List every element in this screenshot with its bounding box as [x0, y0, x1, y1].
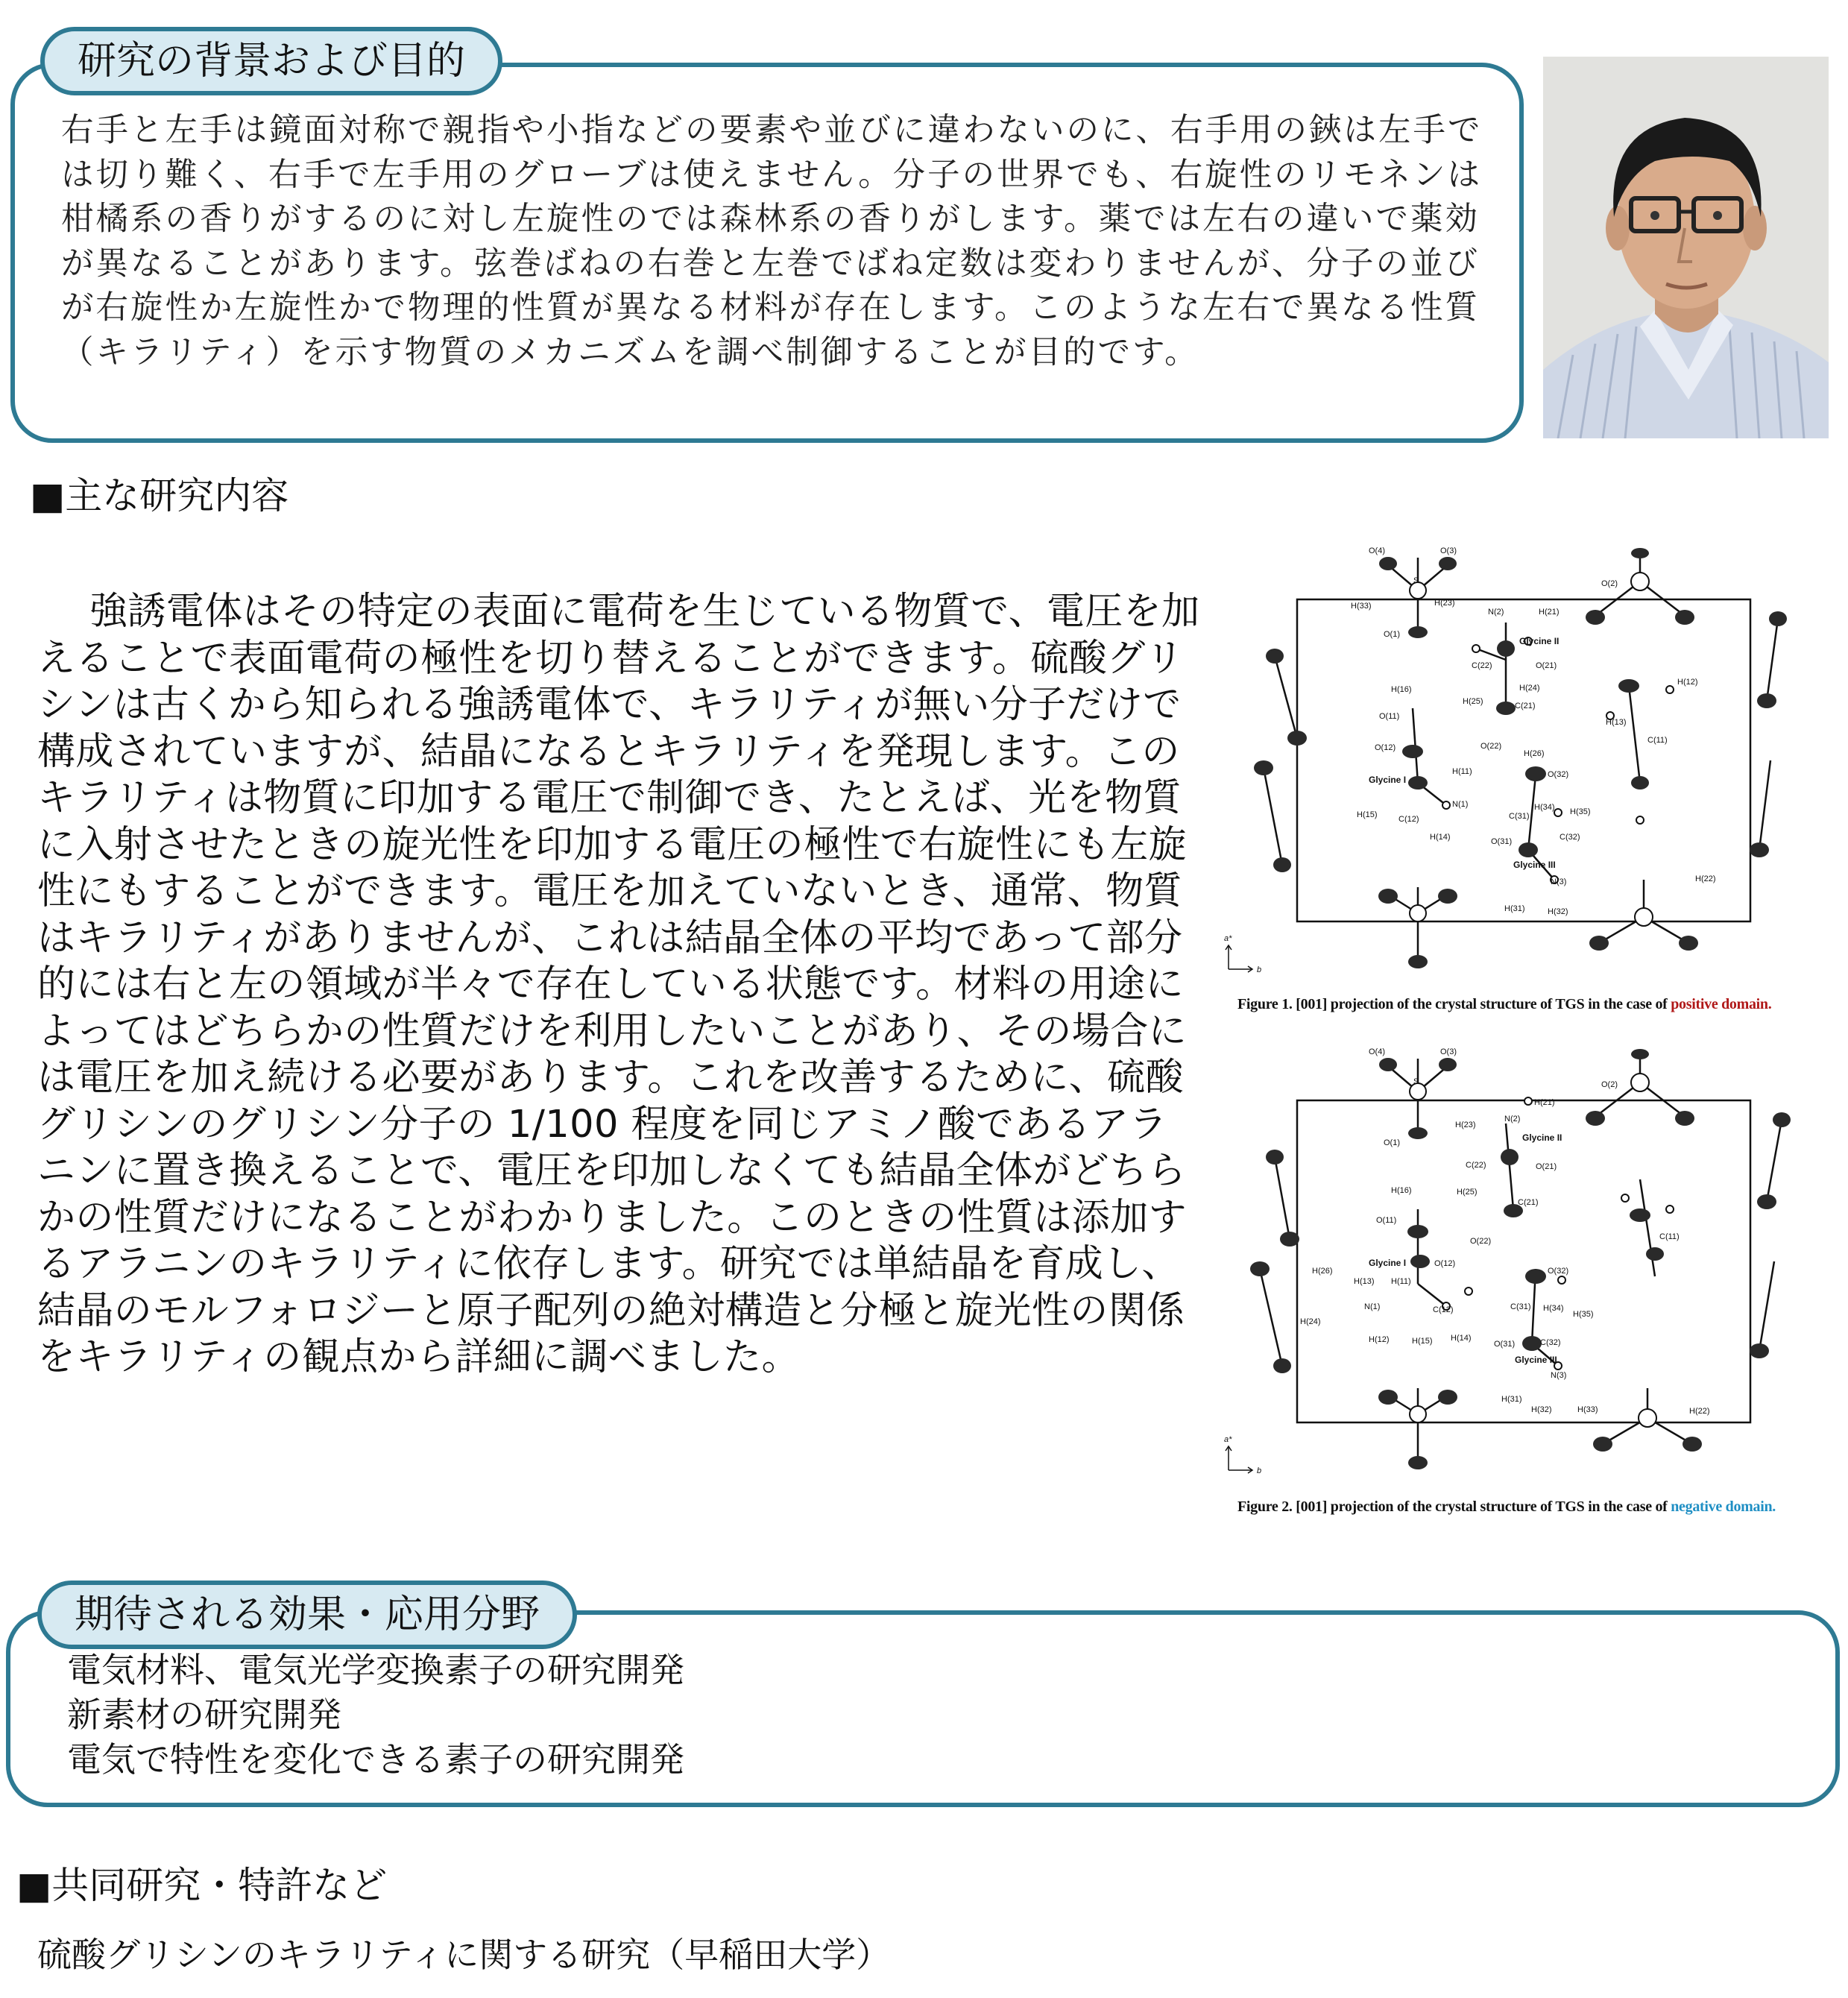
- fig2-label-n3: N(3): [1551, 1371, 1567, 1380]
- fig1-label-h11: H(11): [1452, 767, 1472, 776]
- fig2-label-n1: N(1): [1364, 1302, 1381, 1311]
- fig2-label-h11: H(11): [1391, 1277, 1411, 1286]
- crystal-structure-figure-2: [1223, 1038, 1834, 1515]
- figure-2-caption-highlight: negative domain.: [1671, 1498, 1776, 1515]
- fig2-axis-a: a*: [1224, 1435, 1232, 1444]
- fig2-label-c21: C(21): [1518, 1198, 1539, 1207]
- researcher-photo: [1543, 57, 1829, 438]
- fig1-label-o4: O(4): [1369, 546, 1385, 555]
- fig2-label-h12: H(12): [1369, 1335, 1390, 1344]
- fig1-label-n1: N(1): [1452, 800, 1469, 809]
- fig2-label-h33: H(33): [1577, 1405, 1598, 1414]
- fig2-label-h35: H(35): [1573, 1310, 1594, 1319]
- figure-1-caption: [1237, 996, 1771, 1013]
- fig1-label-o12: O(12): [1375, 743, 1396, 752]
- fig2-label-o1: O(1): [1384, 1138, 1400, 1147]
- fig1-label-o3: O(3): [1440, 546, 1457, 555]
- fig1-label-h34: H(34): [1534, 803, 1555, 812]
- fig1-label-o32: O(32): [1548, 770, 1569, 779]
- fig2-label-n2: N(2): [1504, 1115, 1521, 1124]
- fig1-axis-a: a*: [1224, 934, 1232, 943]
- fig2-label-o4: O(4): [1369, 1047, 1385, 1056]
- joint-research-text: 硫酸グリシンのキラリティに関する研究（早稲田大学）: [37, 1935, 891, 1975]
- fig1-label-h13: H(13): [1606, 718, 1627, 727]
- main-research-paragraph: 強誘電体はその特定の表面に電荷を生じている物質で、電圧を加えることで表面電荷の極性を切り替えることができます。硫酸グリシンは古くから知られる強誘電体で、キラリティが無い分子だけで構成されていますが、結晶になるとキラリティを発現します。このキラリティは物質に印加する電圧で制御でき、たとえば、光を物質に入射させたときの旋光性を印加する電圧の極性で右旋性にも左旋性にもすることができます。電圧を加えていないとき、通常、物質はキラリティがありませんが、これは結晶全体の平均であって部分的には右と左の領域が半々で存在している状態です。材料の用途によってはどちらかの性質だけを利用したいことがあり、その場合には電圧を加え続ける必要があります。これを改善するために、硫酸グリシンのグリシン分子の 1/100 程度を同じアミノ酸であるアラニンに置き換えることで、電圧を印加しなくても結晶全体がどちらかの性質だけになることがわかりました。このときの性質は添加するアラニンのキラリティに依存します。研究では単結晶を育成し、結晶のモルフォロジーと原子配列の絶対構造と分極と旋光性の関係をキラリティの観点から詳細に調べました。: [37, 590, 1200, 1379]
- fig2-label-o31: O(31): [1494, 1340, 1516, 1349]
- effects-item: 電気で特性を変化できる素子の研究開発: [67, 1739, 684, 1780]
- fig2-label-h13: H(13): [1354, 1277, 1375, 1286]
- fig2-label-h23: H(23): [1455, 1121, 1476, 1129]
- fig2-label-h32: H(32): [1531, 1405, 1552, 1414]
- background-text: 右手と左手は鏡面対称で親指や小指などの要素や並びに違わないのに、右手用の鋏は左手では切り難く、右手で左手用のグローブは使えません。分子の世界でも、右旋性のリモネンは柑橘系の香りがするのに対し左旋性のでは森林系の香りがします。薬では左右の違いで薬効が異なることがあります。弦巻ばねの右巻と左巻でばね定数は変わりませんが、分子の並びが右旋性か左旋性かで物理的性質が異なる材料が存在します。このような左右で異なる性質（キラリティ）を示す物質のメカニズムを調べ制御することが目的です。: [61, 112, 1483, 371]
- fig1-label-o31: O(31): [1491, 837, 1513, 846]
- fig1-label-o22: O(22): [1480, 742, 1502, 751]
- effects-tab: 期待される効果・応用分野: [37, 1581, 577, 1649]
- fig2-label-c22: C(22): [1466, 1161, 1486, 1170]
- fig1-label-h24: H(24): [1519, 684, 1540, 693]
- fig2-label-c31: C(31): [1510, 1302, 1531, 1311]
- fig2-label-o12: O(12): [1434, 1259, 1456, 1268]
- fig1-label-h16: H(16): [1391, 685, 1412, 694]
- fig1-label-h35: H(35): [1570, 807, 1591, 816]
- effects-item: 電気材料、電気光学変換素子の研究開発: [67, 1650, 684, 1690]
- fig1-label-h25: H(25): [1463, 697, 1483, 706]
- fig2-label-h21: H(21): [1534, 1098, 1555, 1107]
- fig1-label-h22: H(22): [1695, 874, 1716, 883]
- effects-item: 新素材の研究開発: [67, 1695, 341, 1735]
- fig2-label-o32: O(32): [1548, 1267, 1569, 1276]
- fig1-label-h14: H(14): [1430, 833, 1451, 842]
- fig1-label-o11: O(11): [1379, 712, 1400, 721]
- figure-2-caption: [1237, 1498, 1776, 1516]
- fig1-axis-b: b: [1257, 965, 1262, 974]
- fig2-label-h22: H(22): [1689, 1407, 1710, 1416]
- fig2-label-c32: C(32): [1540, 1338, 1561, 1347]
- background-tab: 研究の背景および目的: [40, 27, 502, 95]
- fig2-label-o11: O(11): [1376, 1216, 1397, 1225]
- fig2-label-o21: O(21): [1536, 1162, 1557, 1171]
- fig1-label-h33: H(33): [1351, 602, 1372, 611]
- joint-research-heading: ■共同研究・特許など: [16, 1864, 388, 1907]
- fig2-label-h24: H(24): [1300, 1317, 1321, 1326]
- fig2-label-glycine-ii: Glycine II: [1522, 1132, 1562, 1143]
- effects-list: [67, 1648, 684, 1782]
- fig2-axis-b: b: [1257, 1466, 1262, 1475]
- fig2-label-glycine-iii: Glycine III: [1515, 1355, 1557, 1365]
- fig1-label-h21: H(21): [1539, 608, 1560, 617]
- fig2-label-c11: C(11): [1659, 1232, 1680, 1241]
- fig2-label-glycine-i: Glycine I: [1369, 1258, 1407, 1268]
- fig2-label-h25: H(25): [1457, 1188, 1478, 1197]
- fig1-label-n2: N(2): [1488, 608, 1504, 617]
- fig2-label-s: S: [1413, 1077, 1419, 1086]
- fig1-label-c12: C(12): [1398, 815, 1419, 824]
- fig1-label-c32: C(32): [1560, 833, 1580, 842]
- fig1-label-h15: H(15): [1357, 810, 1378, 819]
- figure-2-caption-text: Figure 2. [001] projection of the crystal structure of TGS in the case of: [1237, 1498, 1671, 1515]
- figure-2-diagram: [1223, 1038, 1834, 1500]
- fig1-label-c11: C(11): [1647, 736, 1668, 745]
- fig1-label-h32: H(32): [1548, 907, 1568, 916]
- fig1-label-glycine-iii: Glycine III: [1513, 860, 1556, 870]
- fig2-label-o22: O(22): [1470, 1237, 1492, 1246]
- fig1-label-c31: C(31): [1509, 812, 1530, 821]
- fig2-label-h31: H(31): [1501, 1395, 1522, 1404]
- fig1-label-n3: N(3): [1551, 877, 1567, 886]
- fig1-label-h26: H(26): [1524, 749, 1545, 758]
- fig1-label-h23: H(23): [1434, 599, 1455, 608]
- fig1-label-o1: O(1): [1384, 630, 1400, 639]
- fig2-label-c12: C(12): [1433, 1305, 1454, 1314]
- fig2-label-h14: H(14): [1451, 1334, 1472, 1343]
- crystal-structure-figure-1: [1223, 537, 1834, 1017]
- fig2-label-o3: O(3): [1440, 1047, 1457, 1056]
- fig1-label-h31: H(31): [1504, 904, 1525, 913]
- fig2-label-h34: H(34): [1543, 1304, 1564, 1313]
- fig1-label-c21: C(21): [1515, 702, 1536, 710]
- figure-1-caption-highlight: positive domain.: [1671, 996, 1772, 1012]
- fig1-label-h12: H(12): [1677, 678, 1698, 687]
- fig1-label-glycine-i: Glycine I: [1369, 775, 1407, 785]
- main-research-text: [37, 589, 1200, 1381]
- fig1-label-o21: O(21): [1536, 661, 1557, 670]
- figure-1-caption-text: Figure 1. [001] projection of the crystal structure of TGS in the case of: [1237, 996, 1671, 1012]
- fig2-label-h26: H(26): [1312, 1267, 1333, 1276]
- fig1-label-glycine-ii: Glycine II: [1519, 636, 1560, 646]
- main-research-heading: ■主な研究内容: [30, 474, 289, 517]
- fig1-label-c22: C(22): [1472, 661, 1492, 670]
- fig2-label-h15: H(15): [1412, 1337, 1433, 1346]
- fig2-label-h16: H(16): [1391, 1186, 1412, 1195]
- fig2-label-o2: O(2): [1601, 1080, 1618, 1089]
- figure-1-diagram: [1223, 537, 1834, 1014]
- fig1-label-o2: O(2): [1601, 579, 1618, 588]
- fig1-label-s: S: [1413, 576, 1419, 585]
